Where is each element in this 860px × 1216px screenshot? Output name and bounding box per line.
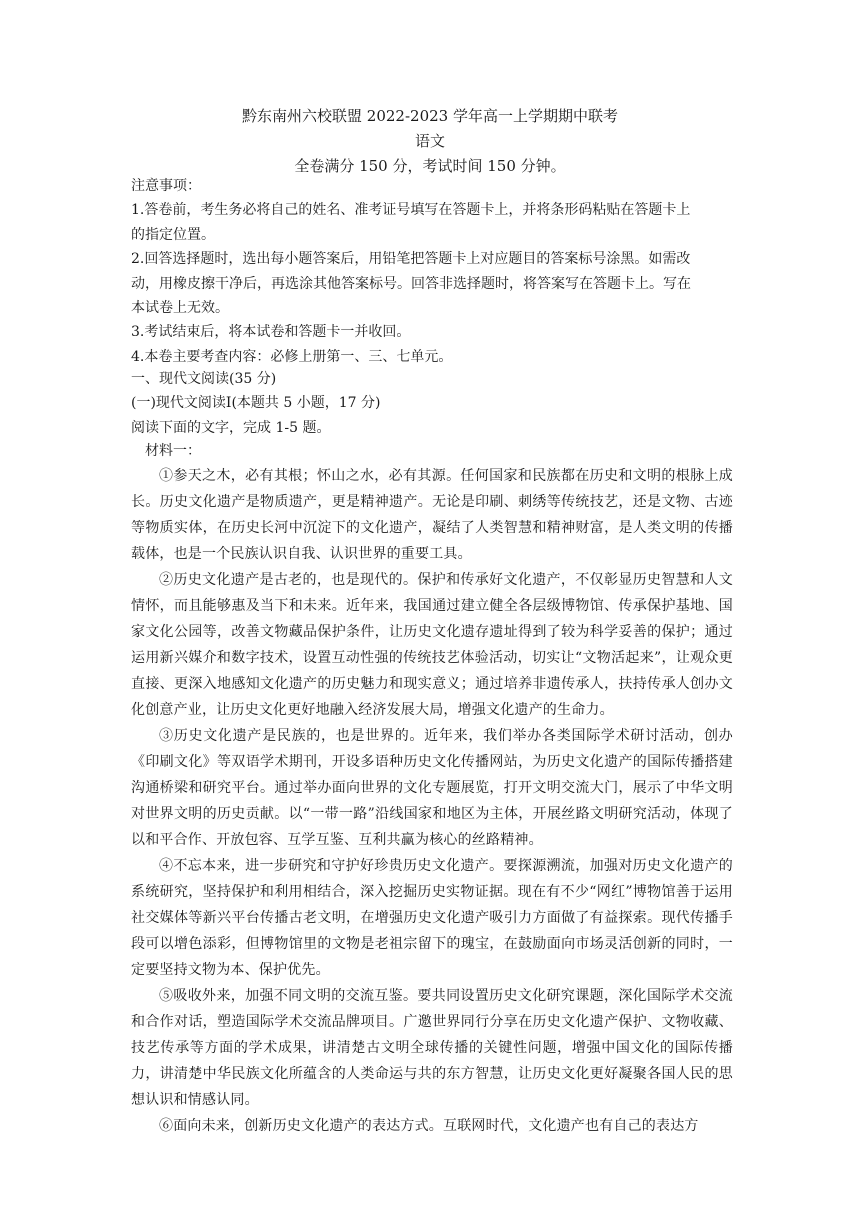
reading-material (131, 439, 733, 1139)
notice-section (131, 174, 733, 369)
material-paragraph: ⑤吸收外来，加强不同文明的交流互鉴。要共同设置历史文化研究课题，深化国际学术交流和合作对话，塑造国际学术交流品牌项目。广邀世界同行分享在历史文化遗产保护、文物收藏、技艺传承等方面的学术成果，讲清楚古文明全球传播的关键性问题，增强中国文化的国际传播力，讲清楚中华民族文化所蕴含的人类命运与共的东方智慧，让历史文化更好凝聚各国人民的思想认识和情感认同。 (131, 988, 733, 1108)
notice-line: 本试卷上无效。 (131, 300, 229, 317)
notice-line: 1.答卷前，考生务必将自己的姓名、准考证号填写在答题卡上，并将条形码粘贴在答题卡上 (131, 202, 691, 219)
section-part-title: 一、现代文阅读(35 分) (131, 371, 277, 387)
notice-line: 3.考试结束后，将本试卷和答题卡一并收回。 (131, 324, 411, 341)
section-heading (131, 367, 733, 440)
material-paragraph: ①参天之木，必有其根；怀山之水，必有其源。任何国家和民族都在历史和文明的根脉上成长。历史文化遗产是物质遗产，更是精神遗产。无论是印刷、刺绣等传统技艺，还是文物、古迹等物质实体，在历史长河中沉淀下的文化遗产，凝结了人类智慧和精神财富，是人类文明的传播载体，也是一个民族认识自我、认识世界的重要工具。 (131, 468, 733, 562)
exam-header (0, 104, 860, 179)
exam-subject: 语文 (414, 132, 445, 150)
material-paragraph: ③历史文化遗产是民族的，也是世界的。近年来，我们举办各类国际学术研讨活动，创办《印刷文化》等双语学术期刊，开设多语种历史文化传播网站，为历史文化遗产的国际传播搭建沟通桥梁和研究平台。通过举办面向世界的文化专题展览，打开文明交流大门，展示了中华文明对世界文明的历史贡献。以“一带一路”沿线国家和地区为主体，开展丝路文明研究活动，体现了以和平合作、开放包容、互学互鉴、互利共赢为核心的丝路精神。 (131, 728, 733, 848)
section-instruction: 阅读下面的文字，完成 1-5 题。 (131, 419, 331, 436)
material-title: 材料一： (145, 443, 201, 459)
notice-line: 的指定位置。 (131, 226, 215, 243)
notice-line: 4.本卷主要考查内容：必修上册第一、三、七单元。 (131, 348, 453, 365)
section-sub-title: (一)现代文阅读Ⅰ(本题共 5 小题，17 分) (131, 395, 381, 412)
material-paragraph: ⑥面向未来，创新历史文化遗产的表达方式。互联网时代，文化遗产也有自己的表达方 (159, 1118, 699, 1134)
notice-heading: 注意事项： (131, 178, 201, 194)
exam-score-info: 全卷满分 150 分，考试时间 150 分钟。 (294, 157, 566, 175)
notice-line: 2.回答选择题时，选出每小题答案后，用铅笔把答题卡上对应题目的答案标号涂黑。如需改 (131, 251, 691, 268)
material-paragraph: ②历史文化遗产是古老的，也是现代的。保护和传承好文化遗产，不仅彰显历史智慧和人文情怀，而且能够惠及当下和未来。近年来，我国通过建立健全各层级博物馆、传承保护基地、国家文化公园等，改善文物藏品保护条件，让历史文化遗存遗址得到了较为科学妥善的保护；通过运用新兴媒介和数字技术，设置互动性强的传统技艺体验活动，切实让“文物活起来”，让观众更直接、更深入地感知文化遗产的历史魅力和现实意义；通过培养非遗传承人，扶持传承人创办文化创意产业，让历史文化更好地融入经济发展大局，增强文化遗产的生命力。 (131, 572, 733, 718)
exam-title: 黔东南州六校联盟 2022-2023 学年高一上学期期中联考 (242, 107, 618, 125)
notice-line: 动，用橡皮擦干净后，再选涂其他答案标号。回答非选择题时，将答案写在答题卡上。写在 (131, 275, 691, 292)
material-paragraph: ④不忘本来，进一步研究和守护好珍贵历史文化遗产。要探源溯流，加强对历史文化遗产的系统研究，坚持保护和利用相结合，深入挖掘历史实物证据。现在有不少“网红”博物馆善于运用社交媒体等新兴平台传播古老文明，在增强历史文化遗产吸引力方面做了有益探索。现代传播手段可以增色添彩，但博物馆里的文物是老祖宗留下的瑰宝，在鼓励面向市场灵活创新的同时，一定要坚持文物为本、保护优先。 (131, 858, 733, 978)
